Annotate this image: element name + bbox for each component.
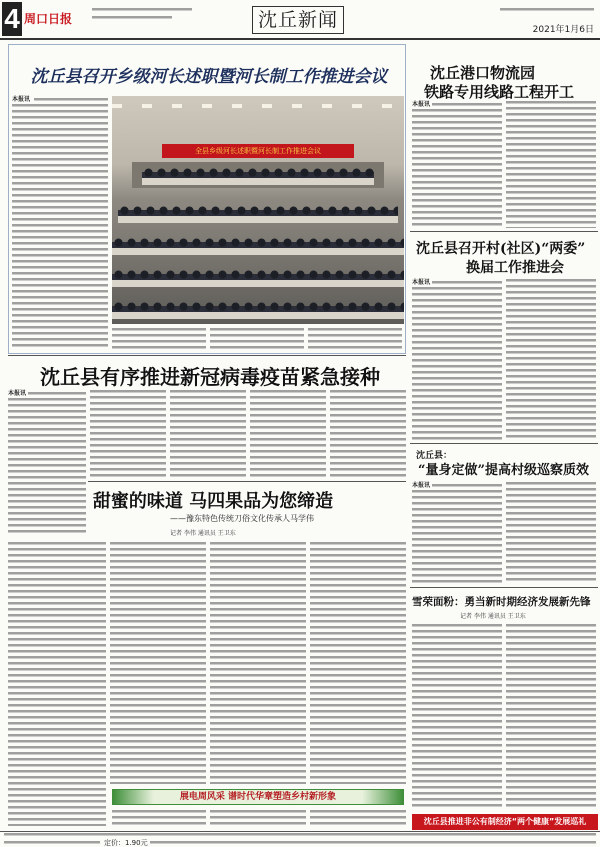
series-banner: 沈丘县推进非公有制经济“两个健康”发展巡礼 [412,814,598,830]
column-rule [410,587,598,588]
audience-desk [112,280,404,287]
body-text [412,287,502,440]
masthead-editor-text [500,8,594,11]
audience-desk [112,312,404,319]
audience-row [112,236,404,248]
river-chief-lead: 本报讯 [12,96,31,103]
column-rule [410,231,598,232]
audience-desk [118,216,398,223]
sweet-taste-byline: 记者 李伟 通讯员 王卫东 [170,530,236,537]
inspection-lead: 本报讯 [412,482,431,489]
body-text [330,390,406,478]
body-text [90,390,166,478]
river-chief-headline: 沈丘县召开乡级河长述职暨河长制工作推进会议 [30,67,388,87]
two-committees-lead: 本报讯 [412,279,431,286]
body-text [28,392,86,395]
body-text [310,542,406,784]
body-text [412,490,502,584]
body-text [412,109,502,228]
body-text [8,542,106,826]
body-text [432,484,502,487]
body-text [308,328,402,350]
footer-rule [0,831,600,832]
body-text [210,810,306,826]
section-title: 沈丘新闻 [252,6,344,34]
inspection-kicker: 沈丘县： [416,451,453,461]
audience-row [118,204,398,216]
body-text [432,103,502,106]
masthead-small-text [92,16,172,19]
body-text [8,398,86,534]
body-text [170,390,246,478]
body-text [506,101,596,228]
promo-banner: 展电周风采 谱时代华章塑造乡村新形象 [112,789,404,805]
body-text [34,98,108,101]
footer-text [150,841,596,844]
two-committees-headline-line1: 沈丘县召开村(社区)“两委” [416,241,586,257]
photo-banner: 全县乡级河长述职暨河长制工作推进会议 [162,144,354,158]
flour-headline: 雪荣面粉：勇当新时期经济发展新先锋 [412,596,591,608]
body-text [250,390,326,478]
body-text [432,281,502,284]
masthead-rule [0,38,600,40]
body-text [112,328,206,350]
two-committees-headline-line2: 换届工作推进会 [466,260,564,276]
audience-row [112,268,404,280]
vaccine-headline: 沈丘县有序推进新冠病毒疫苗紧急接种 [40,365,380,389]
footer-text [4,841,100,844]
sweet-taste-subtitle: ——豫东特色传统刀俗文化传承人马学伟 [170,514,314,523]
audience-row [112,300,404,312]
footer-text [4,833,596,836]
issue-date: 2021年1月6日 [532,25,594,35]
stage-desk [142,178,374,185]
meeting-photo [112,96,404,324]
body-text [506,482,596,584]
body-text [112,810,206,826]
audience-desk [112,248,404,255]
section-rule [8,355,406,356]
sweet-taste-headline: 甜蜜的味道 马四果品为您缔造 [92,491,334,512]
price-label: 定价：1.90元 [104,839,148,847]
body-text [310,810,406,826]
inspection-headline: “量身定做”提高村级巡察质效 [418,463,589,478]
vaccine-lead: 本报讯 [8,390,27,397]
paper-logo: 周口日报 [24,12,73,26]
section-rule [88,481,406,482]
body-text [210,328,304,350]
port-railway-headline-line1: 沈丘港口物流园 [430,64,536,82]
body-text [506,624,596,810]
ceiling-lights [112,104,404,108]
port-railway-lead: 本报讯 [412,101,431,108]
body-text [12,104,108,350]
body-text [210,542,306,784]
stage-officials [142,166,374,178]
body-text [110,542,206,784]
body-text [506,279,596,440]
port-railway-headline-line2: 铁路专用线路工程开工 [424,83,575,101]
flour-byline: 记者 李伟 通讯员 王卫东 [460,613,526,620]
page-number: 4 [2,2,22,36]
body-text [412,624,502,810]
column-rule [410,443,598,444]
masthead-small-text [92,8,192,11]
